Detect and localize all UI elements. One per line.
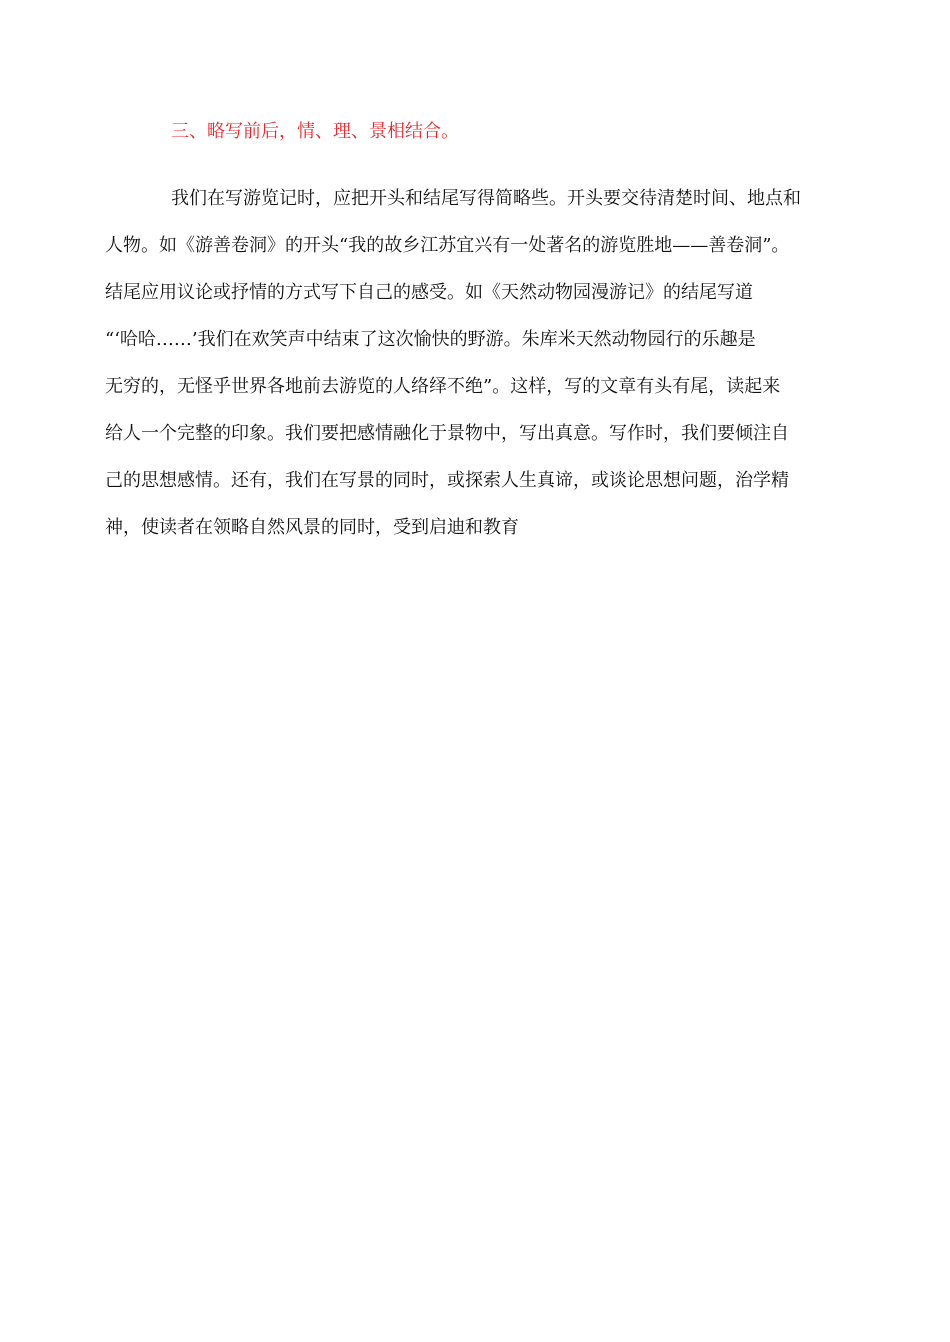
paragraph-line: “‘哈哈……’我们在欢笑声中结束了这次愉快的野游。朱库米天然动物园行的乐趣是 [105,329,756,350]
section-heading: 三、略写前后，情、理、景相结合。 [171,121,459,142]
paragraph-line: 己的思想感情。还有，我们在写景的同时，或探索人生真谛，或谈论思想问题，治学精 [105,470,789,491]
paragraph-line: 人物。如《游善卷洞》的开头“我的故乡江苏宜兴有一处著名的游览胜地——善卷洞”。 [105,235,790,256]
paragraph-line: 无穷的，无怪乎世界各地前去游览的人络绎不绝”。这样，写的文章有头有尾，读起来 [105,376,781,397]
paragraph-line: 给人一个完整的印象。我们要把感情融化于景物中，写出真意。写作时，我们要倾注自 [105,423,789,444]
paragraph-line: 结尾应用议论或抒情的方式写下自己的感受。如《天然动物园漫游记》的结尾写道 [105,282,753,303]
body-paragraph [105,181,845,557]
paragraph-line: 神，使读者在领略自然风景的同时，受到启迪和教育 [105,517,519,538]
paragraph-line: 我们在写游览记时，应把开头和结尾写得简略些。开头要交待清楚时间、地点和 [171,188,801,209]
